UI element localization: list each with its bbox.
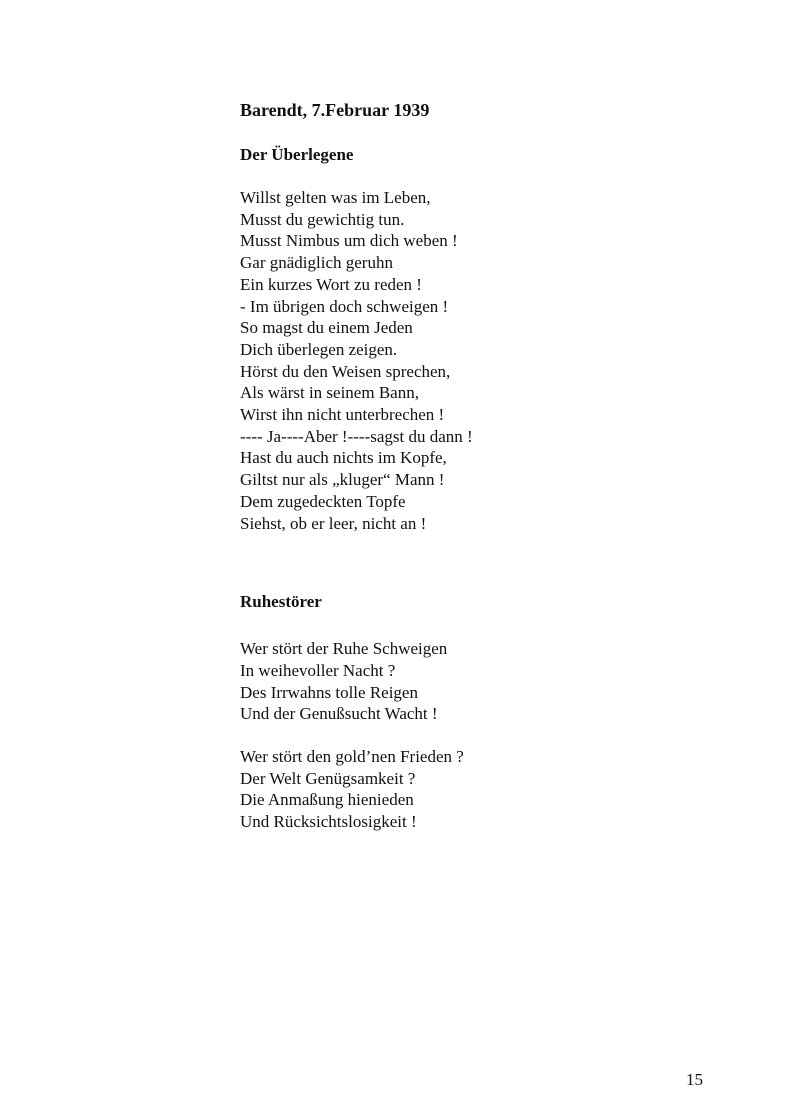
verse-line: Wer stört der Ruhe Schweigen [240,639,448,659]
verse-line: - Im übrigen doch schweigen ! [240,296,449,316]
stanza-ruhestoerer-1 [240,638,700,725]
verse-line: ---- Ja----Aber !----sagst du dann ! [240,426,473,446]
verse-line: Ein kurzes Wort zu reden ! [240,274,422,294]
verse-line: Als wärst in seinem Bann, [240,383,419,403]
verse-line: Siehst, ob er leer, nicht an ! [240,513,427,533]
verse-line: Musst du gewichtig tun. [240,209,405,229]
verse-line: Wer stört den gold’nen Frieden ? [240,747,464,767]
verse-line: Dem zugedeckten Topfe [240,491,406,511]
verse-line: Der Welt Genügsamkeit ? [240,768,416,788]
verse-line: Willst gelten was im Leben, [240,188,431,207]
verse-line: Wirst ihn nicht unterbrechen ! [240,405,445,425]
dateline: Barendt, 7.Februar 1939 [240,100,430,120]
page-content [240,99,700,833]
verse-line: In weihevoller Nacht ? [240,660,396,680]
verse-line: Hörst du den Weisen sprechen, [240,361,451,381]
verse-line: Dich überlegen zeigen. [240,339,398,359]
verse-line: Musst Nimbus um dich weben ! [240,231,458,251]
page-number: 15 [686,1070,703,1089]
poem-der-ueberlegene [240,187,700,534]
stanza-ruhestoerer-2 [240,746,700,833]
verse-line: Und Rücksichtslosigkeit ! [240,812,417,832]
verse-line: Gar gnädiglich geruhn [240,253,393,273]
poem-title-der-ueberlegene: Der Überlegene [240,145,354,164]
poem-title-ruhestoerer: Ruhestörer [240,592,322,612]
verse-line: Die Anmaßung hienieden [240,790,414,810]
verse-line: Giltst nur als „kluger“ Mann ! [240,470,445,490]
verse-line: Des Irrwahns tolle Reigen [240,682,418,702]
verse-line: So magst du einem Jeden [240,318,413,338]
verse-line: Und der Genußsucht Wacht ! [240,704,438,724]
verse-line: Hast du auch nichts im Kopfe, [240,448,447,468]
